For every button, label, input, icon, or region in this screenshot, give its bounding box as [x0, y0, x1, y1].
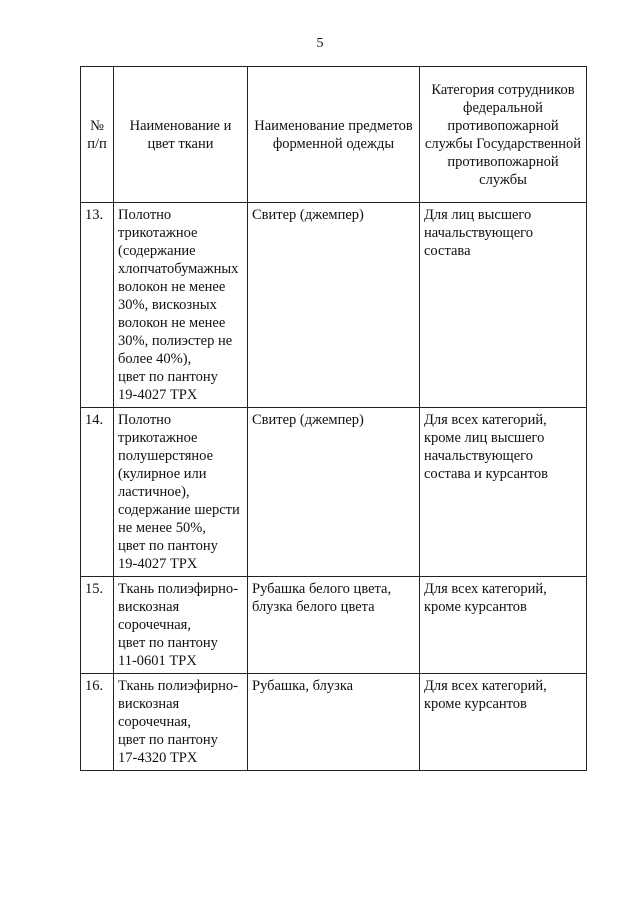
uniform-fabric-table — [80, 66, 587, 771]
row-number: 14. — [81, 408, 114, 577]
fabric-cell: Ткань полиэфирно- вискозная сорочечная, цвет по пантону 17-4320 TPX — [114, 674, 248, 771]
header-employee-category: Категория сотрудников федеральной противопожарной службы Государственной противопожарной службы — [420, 67, 587, 203]
table-row — [81, 674, 587, 771]
row-number: 13. — [81, 203, 114, 408]
category-cell: Для всех категорий, кроме лиц высшего начальствующего состава и курсантов — [420, 408, 587, 577]
table-row — [81, 408, 587, 577]
page-number: 5 — [316, 36, 324, 51]
header-uniform-item: Наименование предметов форменной одежды — [248, 67, 420, 203]
row-number: 15. — [81, 577, 114, 674]
uniform-item-cell: Свитер (джемпер) — [248, 408, 420, 577]
row-number: 16. — [81, 674, 114, 771]
uniform-item-cell: Рубашка, блузка — [248, 674, 420, 771]
category-cell: Для лиц высшего начальствующего состава — [420, 203, 587, 408]
uniform-item-cell: Рубашка белого цвета, блузка белого цвета — [248, 577, 420, 674]
category-cell: Для всех категорий, кроме курсантов — [420, 577, 587, 674]
fabric-cell: Полотно трикотажное полушерстяное (кулирное или ластичное), содержание шерсти не менее 50%, цвет по пантону 19-4027 TPX — [114, 408, 248, 577]
table-header-row — [81, 67, 587, 203]
category-cell: Для всех категорий, кроме курсантов — [420, 674, 587, 771]
table-row — [81, 203, 587, 408]
uniform-item-cell: Свитер (джемпер) — [248, 203, 420, 408]
fabric-cell: Полотно трикотажное (содержание хлопчатобумажных волокон не менее 30%, вискозных волокон не менее 30%, полиэстер не более 40%), цвет по пантону 19-4027 TPX — [114, 203, 248, 408]
header-fabric: Наименование и цвет ткани — [114, 67, 248, 203]
fabric-cell: Ткань полиэфирно- вискозная сорочечная, цвет по пантону 11-0601 TPX — [114, 577, 248, 674]
table-row — [81, 577, 587, 674]
header-number: № п/п — [81, 67, 114, 203]
